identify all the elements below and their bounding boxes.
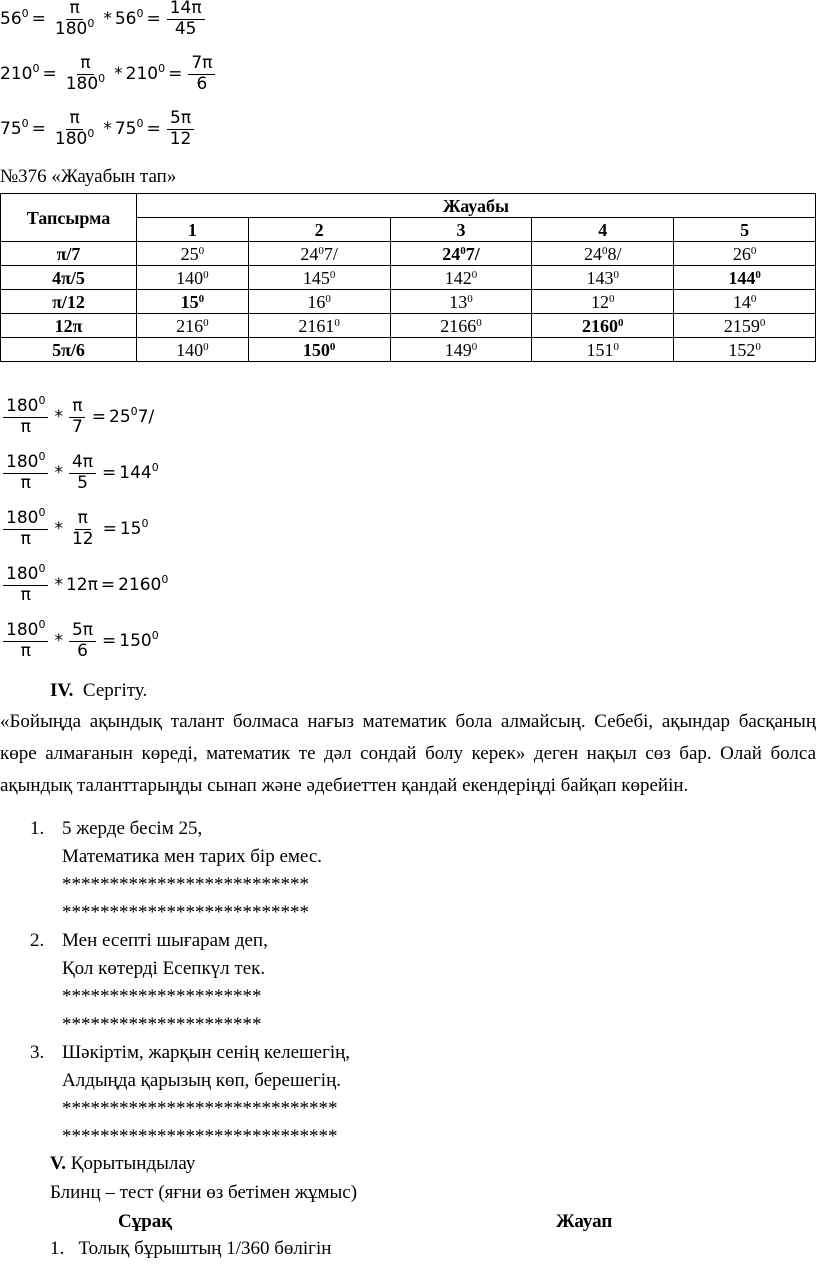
answer-cell [248,242,390,266]
deg180-over-pi [3,618,48,661]
solution-formula [0,394,155,437]
equals-sign: = [31,119,46,140]
deg180-over-pi [3,562,48,605]
degree-mark: 0 [130,405,138,419]
equals-sign: = [100,575,116,596]
degree-mark: 0 [161,573,169,587]
answer-value: $14^0$ [732,291,757,312]
minutes-value: 7/ [323,243,338,264]
degree-mark: 0 [98,71,106,85]
answer-header: Жауап [556,1211,613,1232]
poem-line-2: Алдыңда қарызың көп, берешегің. [62,1070,342,1091]
poem-blank-line: ***************************** [62,1126,338,1147]
multiply-sign: * [114,64,123,85]
numerator: π [66,110,82,130]
numerator [3,450,48,474]
poem-number: 2. [30,930,45,951]
answer-cell [137,242,249,266]
answer-value: 2159$^0$ [723,315,766,336]
multiply-sign: * [103,9,112,30]
denominator: 7 [71,416,83,437]
degree-mark: 0 [38,506,46,519]
answer-cell [390,242,532,266]
angle-degrees: $75^0$ [0,117,29,140]
degree-value: $180^0$ [65,71,106,94]
conversion-formula [0,110,197,149]
denominator: 6 [196,73,208,94]
degree-mark: 0 [602,244,608,257]
answer-value: $25^0$ [180,243,205,264]
blitz-title: Блинц – тест (яғни өз бетімен жұмыс) [50,1182,358,1203]
multiply-sign: * [54,407,63,428]
section5-numeral: V. [50,1153,67,1174]
answer-cell [137,266,249,290]
degree-mark: 0 [471,340,478,353]
answer-value: $151^0$ [586,339,619,360]
solution-formula [0,618,159,661]
answer-value: $144^0$ [728,267,761,288]
answer-value: $15^0$ [180,291,205,312]
equals-sign: = [102,519,117,540]
equals-sign: = [102,463,117,484]
degree-value: $180^0$ [54,126,95,149]
solution-result: $150^0$ [119,629,159,652]
denominator: 5 [77,472,88,493]
degree-value: $180^0$ [6,506,46,528]
angle-degrees: $75^0$ [114,117,144,140]
degree-mark: 0 [21,117,29,131]
radian-fraction [69,622,96,661]
poem-blank-line: ************************** [62,874,309,895]
multiply-sign: * [54,575,63,596]
degree-mark: 0 [759,316,766,329]
degree-mark: 0 [87,126,95,140]
answer-value: $142^0$ [444,267,478,288]
numerator [3,618,48,642]
degree-mark: 0 [136,7,144,21]
row-label: 4π/5 [1,266,137,290]
column-header: 5 [674,218,816,242]
numerator [3,562,48,586]
degree-value: $180^0$ [6,618,46,640]
degree-mark: 0 [329,268,336,281]
poem-number: 1. [30,818,45,839]
question-1-text: Толық бұрыштың 1/360 бөлігін [78,1238,332,1259]
poem-line-1: Шәкіртім, жарқын сенің келешегің, [62,1042,351,1063]
table-row [1,242,816,266]
table-row [1,290,816,314]
row-label: π/12 [1,290,137,314]
degree-mark: 0 [613,340,619,353]
answer-cell [248,266,390,290]
numerator: π [75,510,91,530]
minutes-value: 7/ [137,407,155,428]
numerator [3,394,48,418]
answer-cell [674,290,816,314]
poem-blank-line: ********************* [62,1014,262,1035]
section4-heading [50,680,147,702]
radian-result [167,110,195,149]
column-header: 2 [248,218,390,242]
row-label: 12π [1,314,137,338]
denominator [52,16,97,39]
degree-mark: 0 [21,7,29,21]
poem-line-2: Қол көтерді Есепкүл тек. [62,958,266,979]
poem-blank-line: ********************* [62,986,262,1007]
denominator: π [20,416,31,437]
degree-mark: 0 [750,244,757,257]
poem-line-1: Мен есепті шығарам деп, [62,930,268,951]
degree-mark: 0 [151,461,159,475]
deg180-over-pi [3,450,48,493]
angle-degrees: $210^0$ [125,62,166,85]
answer-cell [674,266,816,290]
column-header: 4 [532,218,674,242]
degree-mark: 0 [203,340,209,353]
equals-sign: = [146,9,161,30]
section4-title: Сергіту. [82,680,148,701]
degree-mark: 0 [198,244,205,257]
denominator: π [20,472,31,493]
degree-mark: 0 [471,268,478,281]
pi-over-180 [63,55,108,94]
degree-mark: 0 [613,268,619,281]
multiply-sign: * [103,119,112,140]
section5-heading [50,1153,195,1175]
numerator: 4π [69,454,96,474]
degree-mark: 0 [32,62,40,76]
degree-mark: 0 [203,268,209,281]
radian-result [188,55,215,94]
radian-fraction [69,454,96,493]
radian-value: 12π [65,575,98,596]
poem-number: 3. [30,1042,45,1063]
equals-sign: = [146,119,161,140]
solution-formula [0,506,149,549]
equals-sign: = [168,64,183,85]
conversion-formula [0,55,218,94]
answer-cell [248,290,390,314]
answer-value: 2161$^0$ [298,315,340,336]
answer-value: $24^07/$ [442,243,480,264]
denominator [63,71,108,94]
answer-cell [390,314,532,338]
degree-mark: 0 [755,340,761,353]
degree-mark: 0 [198,292,205,305]
answer-value: 2166$^0$ [440,315,482,336]
denominator: 45 [174,18,197,39]
radian-result [167,0,205,39]
answer-value: $26^0$ [732,243,757,264]
degree-mark: 0 [87,16,95,30]
degree-mark: 0 [38,394,46,407]
answer-table [0,193,816,362]
equals-sign: = [42,64,57,85]
degree-mark: 0 [38,450,46,463]
numerator: 5π [69,622,96,642]
intro-paragraph: «Бойыңда ақындық талант болмаса нағыз математик бола алмайсың. Себебі, ақындар басқаның көре алмағанын көреді, математик те дәл сондай болу керек» деген нақыл сөз бар. Олай болса ақындық таланттарыңды сынап және әдебиеттен қандай екендеріңді байқап көрейін. [0,711,816,796]
degree-value: $180^0$ [54,16,95,39]
numerator: π [77,55,93,75]
denominator: 6 [77,640,88,661]
answer-value: $24^08/$ [584,243,622,264]
degree-value: $180^0$ [6,394,46,416]
degree-mark: 0 [460,244,466,257]
denominator: 12 [71,528,94,549]
radian-fraction [69,510,97,549]
angle-degrees: $56^0$ [0,7,29,30]
answer-cell [532,266,674,290]
degree-mark: 0 [38,562,46,575]
row-label: π/7 [1,242,137,266]
column-header: 1 [137,218,249,242]
answer-cell [532,290,674,314]
degree-mark: 0 [609,292,615,305]
row-label: 5π/6 [1,338,137,362]
degree-mark: 0 [329,340,336,353]
solution-result: $15^0$ [119,517,149,540]
answer-cell [532,242,674,266]
answer-value: $24^07/$ [300,243,338,264]
multiply-sign: * [54,519,63,540]
degree-mark: 0 [158,62,166,76]
poem-line-2: Математика мен тарих бір емес. [62,846,323,867]
answer-value: $12^0$ [591,291,615,312]
table-row [1,266,816,290]
answer-cell [532,338,674,362]
numerator: 7π [188,55,215,75]
answer-value: 2160$^0$ [582,315,624,336]
answer-value: $149^0$ [444,339,478,360]
column-header: 3 [390,218,532,242]
solution-result: 2160$^0$ [118,573,169,596]
answer-value: $140^0$ [176,339,209,360]
answer-value: $216^0$ [176,315,209,336]
task-title: №376 «Жауабын тап» [0,166,177,187]
multiply-sign: * [54,631,63,652]
denominator: π [20,640,31,661]
answer-value: $16^0$ [307,291,331,312]
solution-formula [0,450,159,493]
degree-mark: 0 [136,117,144,131]
degree-mark: 0 [141,517,149,531]
answer-cell [674,338,816,362]
equals-sign: = [31,9,46,30]
deg180-over-pi [3,506,48,549]
answer-cell [674,314,816,338]
poem-line-1: 5 жерде бесім 25, [62,818,203,839]
answer-cell [248,338,390,362]
denominator: π [20,528,31,549]
numerator [3,506,48,530]
answer-cell [674,242,816,266]
answer-value: $152^0$ [728,339,761,360]
denominator: 12 [169,128,192,149]
answer-cell [532,314,674,338]
header-answer: Жауабы [137,194,816,218]
question-1-number: 1. [50,1238,65,1259]
answer-cell [390,338,532,362]
pi-over-180 [52,0,97,39]
answer-value: $143^0$ [586,267,619,288]
degree-mark: 0 [318,244,324,257]
denominator: π [20,584,31,605]
solution-formula [0,562,169,605]
section4-numeral: IV. [50,680,74,701]
degree-mark: 0 [755,268,761,281]
poem-blank-line: ***************************** [62,1098,338,1119]
multiply-sign: * [54,463,63,484]
header-task: Тапсырма [1,194,137,242]
denominator [52,126,97,149]
degree-mark: 0 [325,292,331,305]
answer-cell [137,314,249,338]
angle-degrees: $56^0$ [114,7,144,30]
degree-mark: 0 [151,629,159,643]
answer-cell [390,266,532,290]
deg180-over-pi [3,394,48,437]
table-row [1,338,816,362]
solution-result: $25^07/$ [109,405,155,428]
angle-degrees: $210^0$ [0,62,40,85]
radian-fraction [69,398,86,437]
answer-value: $150^0$ [302,339,336,360]
degree-mark: 0 [38,618,46,631]
numerator: π [66,0,82,20]
section5-title: Қорытындылау [70,1153,196,1174]
equals-sign: = [91,407,107,428]
question-1 [50,1238,331,1260]
question-header: Сұрақ [118,1211,173,1232]
table-row [1,314,816,338]
degree-mark: 0 [618,316,624,329]
minutes-value: 8/ [607,243,622,264]
degree-mark: 0 [334,316,340,329]
poem-blank-line: ************************** [62,902,309,923]
numerator: π [69,398,85,418]
answer-cell [390,290,532,314]
equals-sign: = [102,631,117,652]
degree-value: $180^0$ [6,450,46,472]
answer-value: $13^0$ [449,291,473,312]
conversion-formula [0,0,208,39]
degree-mark: 0 [476,316,482,329]
answer-cell [248,314,390,338]
degree-mark: 0 [750,292,757,305]
degree-mark: 0 [467,292,473,305]
answer-cell [137,290,249,314]
degree-value: $180^0$ [6,562,46,584]
answer-cell [137,338,249,362]
numerator: 14π [167,0,205,20]
numerator: 5π [167,110,194,130]
answer-value: $140^0$ [176,267,209,288]
solution-result: $144^0$ [119,461,159,484]
answer-value: $145^0$ [302,267,336,288]
degree-mark: 0 [203,316,209,329]
pi-over-180 [52,110,97,149]
minutes-value: 7/ [465,243,480,264]
